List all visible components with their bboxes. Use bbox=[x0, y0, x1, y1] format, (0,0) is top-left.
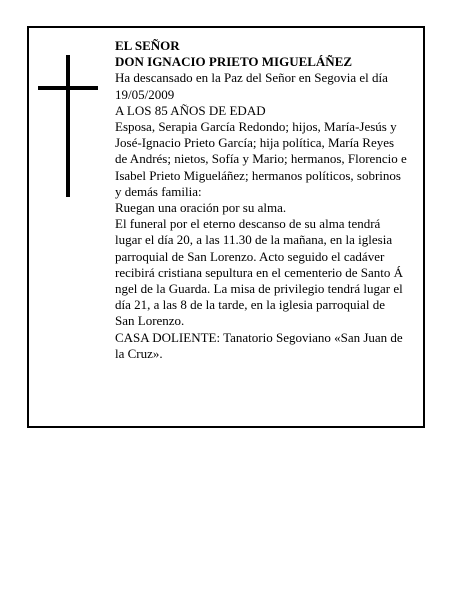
age-line: A LOS 85 AÑOS DE EDAD bbox=[115, 102, 266, 118]
funeral-line: San Lorenzo. bbox=[115, 313, 185, 329]
family-line: de Andrés; nietos, Sofía y Mario; hermanos, Florencio e bbox=[115, 151, 407, 167]
notice-heading-title: EL SEÑOR bbox=[115, 38, 180, 53]
deceased-name: DON IGNACIO PRIETO MIGUELÁÑEZ bbox=[115, 54, 353, 70]
obituary-text bbox=[115, 38, 420, 362]
family-line: José-Ignacio Prieto García; hija política, María Reyes bbox=[115, 135, 395, 151]
funeral-line: El funeral por el eterno descanso de su alma tendrá bbox=[115, 216, 381, 232]
family-line: Isabel Prieto Migueláñez; hermanos políticos, sobrinos bbox=[115, 167, 401, 183]
funeral-line: lugar el día 20, a las 11.30 de la mañana, en la iglesia bbox=[115, 232, 393, 248]
mourning-house-line: la Cruz». bbox=[115, 345, 163, 361]
funeral-line: día 21, a las 8 de la tarde, en la iglesia parroquial de bbox=[115, 297, 386, 313]
funeral-line: recibirá cristiana sepultura en el cementerio de Santo Á bbox=[115, 264, 404, 280]
funeral-line: ngel de la Guarda. La misa de privilegio tendrá lugar el bbox=[115, 281, 403, 297]
family-line: y demás familia: bbox=[115, 183, 202, 199]
rest-line: Ha descansado en la Paz del Señor en Segovia el día bbox=[115, 70, 388, 86]
mourning-house-line: CASA DOLIENTE: Tanatorio Segoviano «San Juan de bbox=[115, 329, 403, 345]
rest-date: 19/05/2009 bbox=[115, 86, 175, 102]
cross-icon-bar bbox=[38, 86, 98, 90]
prayer-request: Ruegan una oración por su alma. bbox=[115, 200, 287, 216]
funeral-line: parroquial de San Lorenzo. Acto seguido el cadáver bbox=[115, 248, 385, 264]
cross-icon bbox=[66, 55, 70, 197]
family-line: Esposa, Serapia García Redondo; hijos, María-Jesús y bbox=[115, 119, 397, 135]
